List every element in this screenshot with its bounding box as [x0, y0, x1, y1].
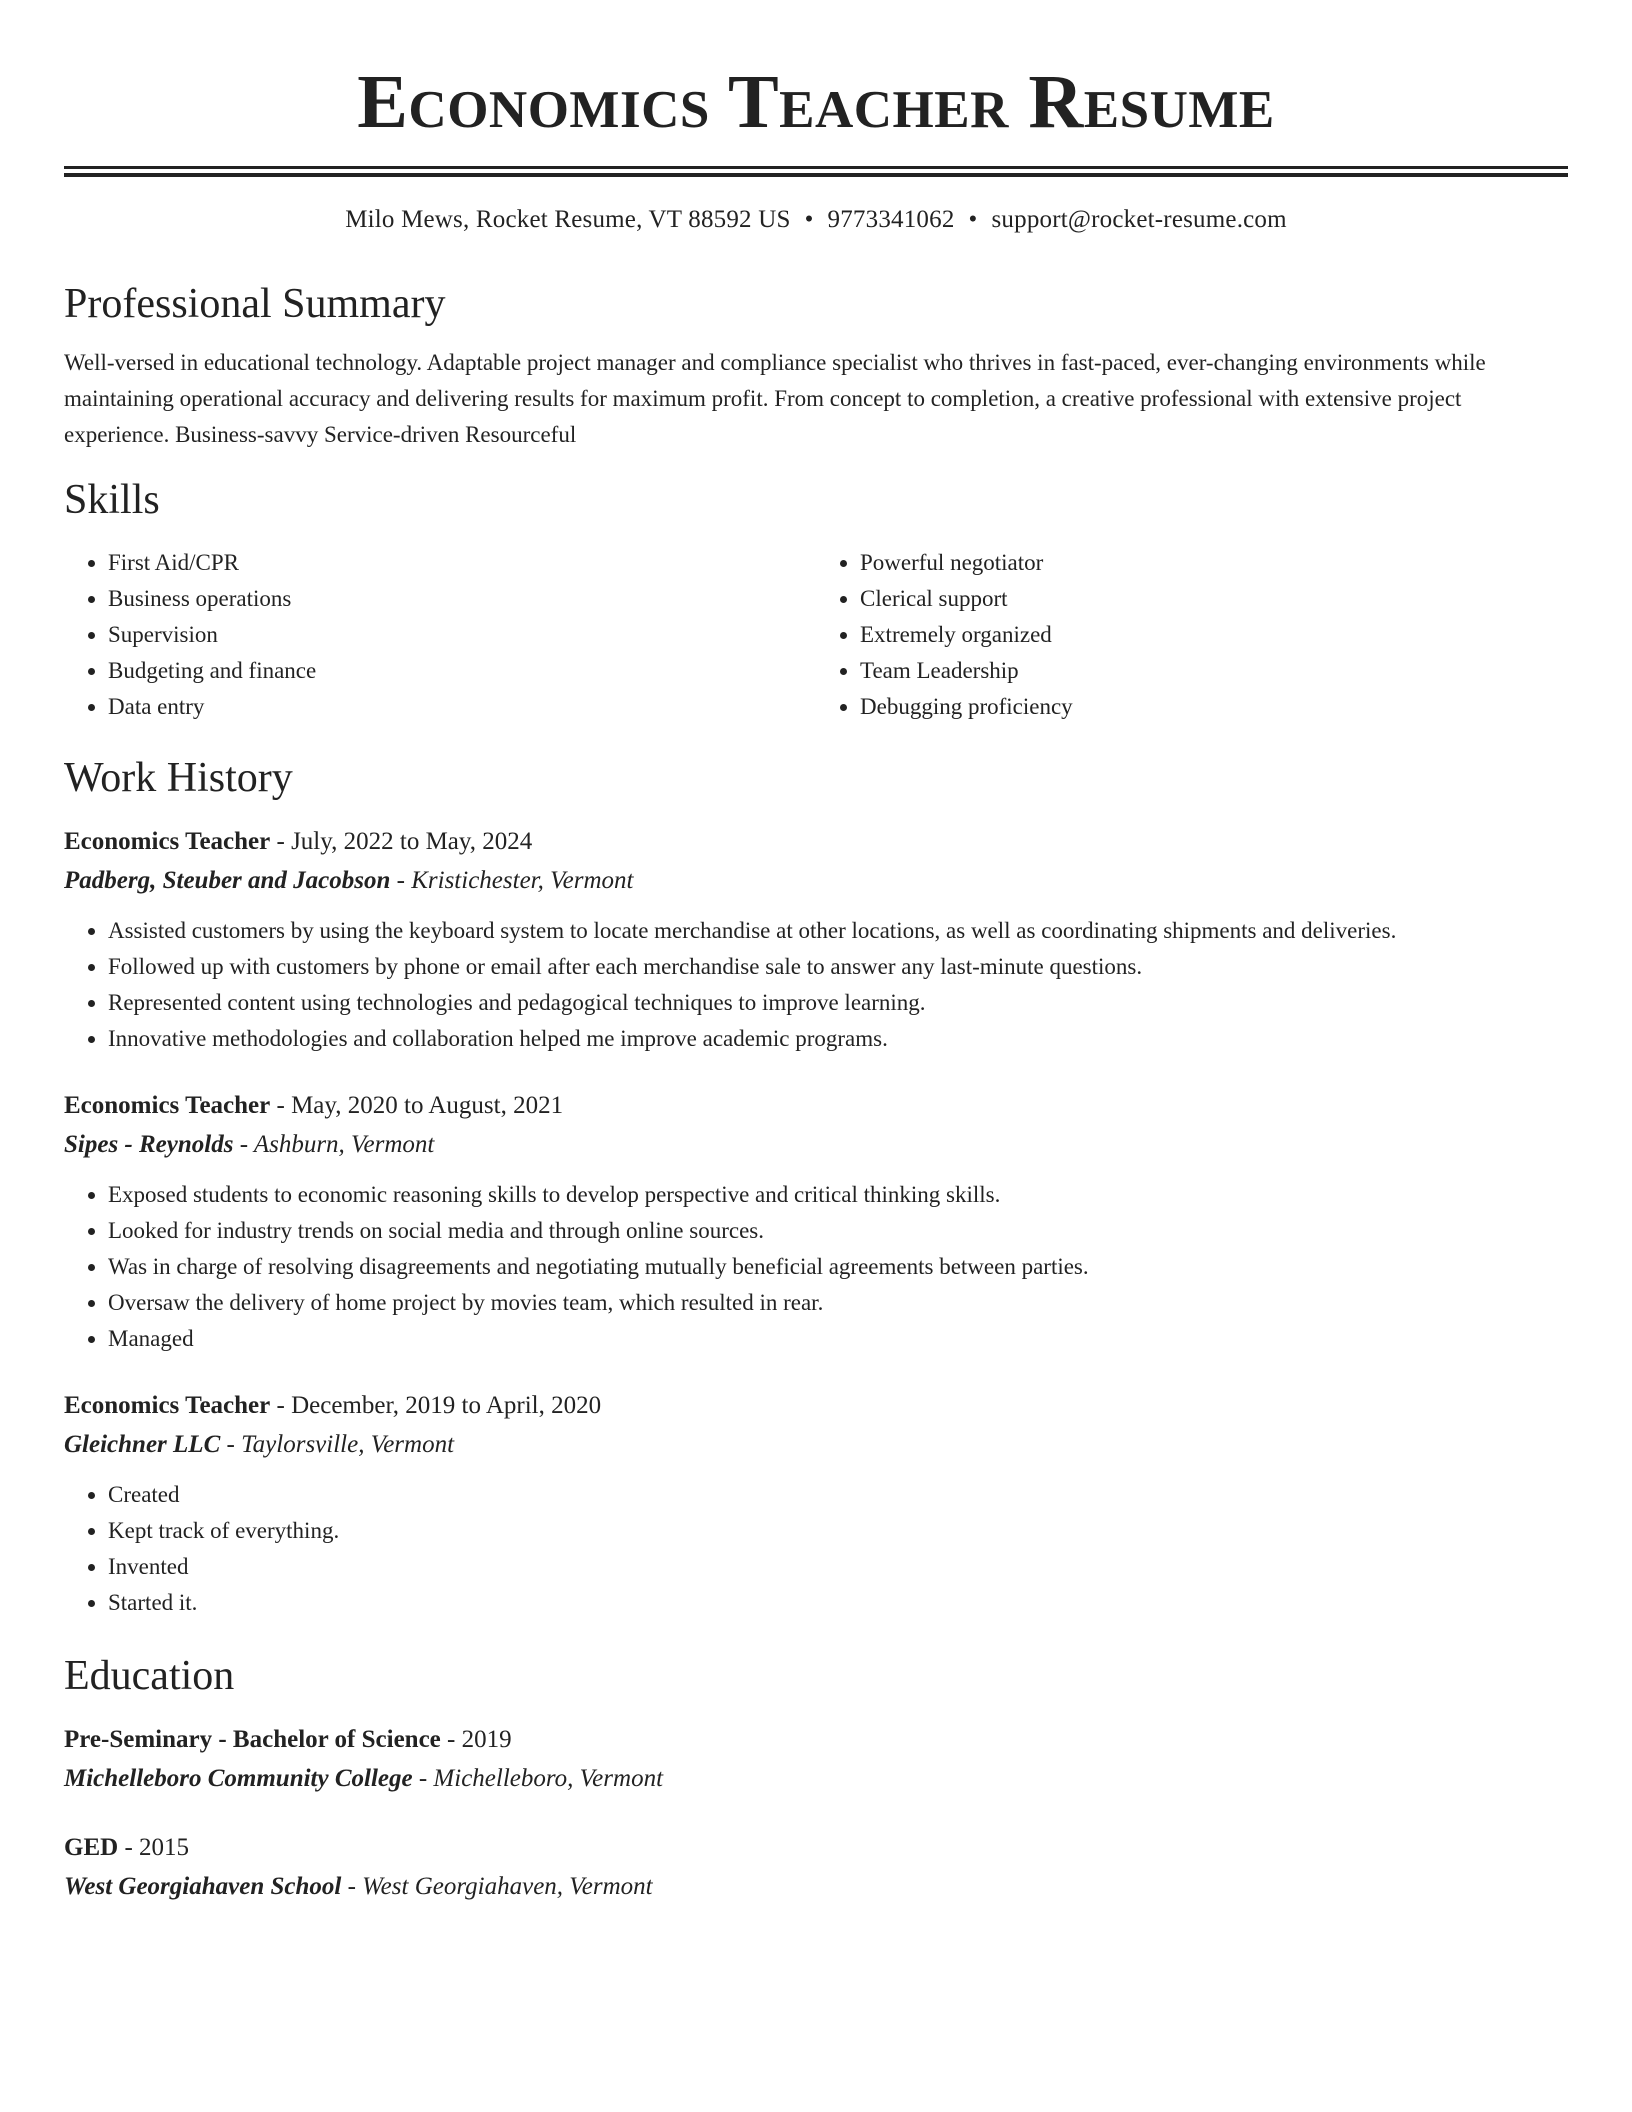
job-duty: • Started it.: [108, 1585, 1568, 1621]
job-duty: • Innovative methodologies and collaboration helped me improve academic programs.: [108, 1021, 1568, 1057]
contact-address: Milo Mews, Rocket Resume, VT 88592 US: [345, 206, 791, 233]
job-heading: [64, 823, 1568, 861]
job-dates: - December, 2019 to April, 2020: [270, 1392, 602, 1419]
job-company: Gleichner LLC: [64, 1431, 221, 1458]
skills-heading: Skills: [64, 477, 160, 523]
skill-item: • Business operations: [108, 581, 816, 617]
title-divider: [64, 166, 1568, 169]
skills-column-right: [816, 545, 1568, 725]
contact-email: support@rocket-resume.com: [991, 206, 1287, 233]
education-heading: Education: [64, 1653, 235, 1699]
job-entry: [64, 1387, 1568, 1621]
skill-item: • Budgeting and finance: [108, 653, 816, 689]
job-company: Sipes - Reynolds: [64, 1131, 234, 1158]
skills-list: [64, 545, 1568, 725]
skills-column-left: [64, 545, 816, 725]
education-location: - West Georgiahaven, Vermont: [341, 1873, 653, 1900]
education-location: - Michelleboro, Vermont: [412, 1765, 664, 1792]
job-duty: • Represented content using technologies and pedagogical techniques to improve learning.: [108, 985, 1568, 1021]
education-degree: GED: [64, 1834, 119, 1861]
job-title: Economics Teacher: [64, 1092, 271, 1119]
page-title: Economics Teacher Resume: [357, 60, 1275, 144]
job-duty: • Was in charge of resolving disagreements and negotiating mutually beneficial agreements between parties.: [108, 1249, 1568, 1285]
education-heading-line: [64, 1721, 1568, 1759]
summary-text: Well-versed in educational technology. Adaptable project manager and compliance specialist who thrives in fast-paced, ever-changing environments while maintaining operational accuracy and delivering results for maximum profit. From concept to completion, a creative professional with extensive project experience. Business-savvy Service-driven Resourceful: [64, 350, 1486, 447]
job-duty: • Exposed students to economic reasoning skills to develop perspective and critical thinking skills.: [108, 1177, 1568, 1213]
job-duty: • Kept track of everything.: [108, 1513, 1568, 1549]
job-duty: • Oversaw the delivery of home project by movies team, which resulted in rear.: [108, 1285, 1568, 1321]
skill-item: • First Aid/CPR: [108, 545, 816, 581]
job-duty: • Looked for industry trends on social media and through online sources.: [108, 1213, 1568, 1249]
job-employer: [64, 1425, 1568, 1465]
contact-phone: 9773341062: [827, 206, 955, 233]
job-duty: • Managed: [108, 1321, 1568, 1357]
education-entry: [64, 1721, 1568, 1799]
skill-item: • Team Leadership: [860, 653, 1568, 689]
contact-separator: •: [804, 206, 814, 233]
skill-item: • Powerful negotiator: [860, 545, 1568, 581]
job-employer: [64, 861, 1568, 901]
education-institution: [64, 1867, 1568, 1907]
job-title: Economics Teacher: [64, 1392, 271, 1419]
job-location: - Taylorsville, Vermont: [220, 1431, 455, 1458]
education-heading-line: [64, 1829, 1568, 1867]
education-year: - 2019: [440, 1726, 512, 1753]
job-heading: [64, 1087, 1568, 1125]
education-school: Michelleboro Community College: [64, 1765, 413, 1792]
job-heading: [64, 1387, 1568, 1425]
skill-item: • Clerical support: [860, 581, 1568, 617]
job-title: Economics Teacher: [64, 828, 271, 855]
job-duty: • Assisted customers by using the keyboard system to locate merchandise at other locations, as well as coordinating shipments and deliveries.: [108, 913, 1568, 949]
job-employer: [64, 1125, 1568, 1165]
contact-separator: •: [968, 206, 978, 233]
job-location: - Kristichester, Vermont: [390, 867, 634, 894]
education-degree: Pre-Seminary - Bachelor of Science: [64, 1726, 441, 1753]
education-entry: [64, 1829, 1568, 1907]
job-company: Padberg, Steuber and Jacobson: [64, 867, 391, 894]
job-entry: [64, 1087, 1568, 1357]
job-dates: - July, 2022 to May, 2024: [270, 828, 533, 855]
education-school: West Georgiahaven School: [64, 1873, 342, 1900]
contact-line: [64, 203, 1568, 237]
job-location: - Ashburn, Vermont: [233, 1131, 435, 1158]
education-year: - 2015: [118, 1834, 190, 1861]
job-entry: [64, 823, 1568, 1057]
job-duties: [64, 1177, 1568, 1357]
education-institution: [64, 1759, 1568, 1799]
skill-item: • Data entry: [108, 689, 816, 725]
work-history-heading: Work History: [64, 755, 293, 801]
job-duties: [64, 913, 1568, 1057]
skill-item: • Debugging proficiency: [860, 689, 1568, 725]
job-duty: • Invented: [108, 1549, 1568, 1585]
summary-heading: Professional Summary: [64, 281, 446, 327]
skill-item: • Extremely organized: [860, 617, 1568, 653]
job-duty: • Followed up with customers by phone or email after each merchandise sale to answer any last-minute questions.: [108, 949, 1568, 985]
skill-item: • Supervision: [108, 617, 816, 653]
job-dates: - May, 2020 to August, 2021: [270, 1092, 564, 1119]
job-duty: • Created: [108, 1477, 1568, 1513]
job-duties: [64, 1477, 1568, 1621]
